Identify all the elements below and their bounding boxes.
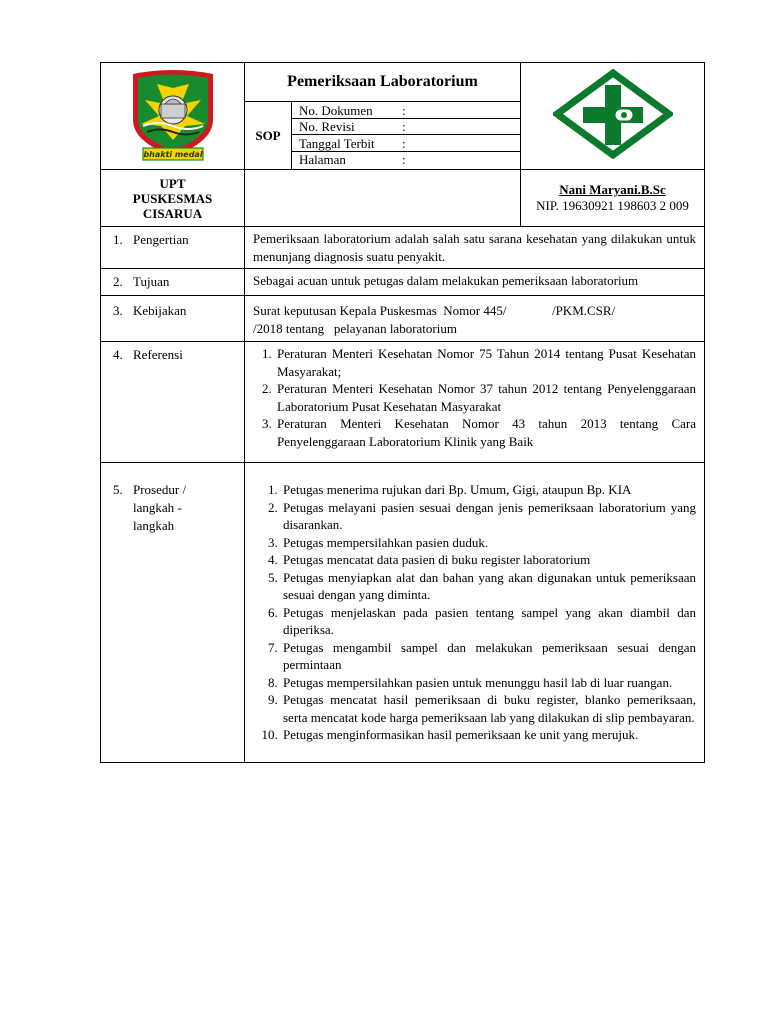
section-label-referensi	[101, 342, 245, 463]
document-title: Pemeriksaan Laboratorium	[245, 63, 521, 102]
meta-colon: :	[402, 118, 418, 135]
meta-label: Halaman	[299, 152, 346, 168]
health-cross-icon	[557, 73, 669, 155]
section-body-kebijakan	[245, 296, 705, 342]
logo-motto: bhakti medal	[142, 149, 203, 159]
section-body-pengertian: Pemeriksaan laboratorium adalah salah satu sarana kesehatan yang dilakukan untuk menunjang diagnosis suatu penyakit.	[245, 227, 705, 269]
signatory-name: Nani Maryani.B.Sc	[559, 182, 666, 197]
meta-colon: :	[402, 102, 418, 118]
document-meta	[292, 102, 521, 170]
section-label-line: Prosedur /	[133, 482, 187, 497]
section-label: Kebijakan	[133, 303, 187, 318]
section-body-referensi	[245, 342, 705, 463]
meta-label: No. Dokumen	[292, 102, 402, 118]
meta-row	[292, 102, 520, 118]
health-cross-logo	[553, 69, 673, 159]
list-item: 1. Petugas menerima rujukan dari Bp. Umum, Gigi, ataupun Bp. KIA	[281, 481, 696, 499]
meta-colon: :	[402, 152, 406, 168]
meta-row	[292, 118, 520, 135]
list-item: 1. Peraturan Menteri Kesehatan Nomor 75 Tahun 2014 tentang Pusat Kesehatan Masyarakat;	[275, 345, 696, 380]
section-label-pengertian	[101, 227, 245, 269]
list-item: 4. Petugas mencatat data pasien di buku register laboratorium	[281, 551, 696, 569]
puskesmas-logo-cell	[521, 63, 705, 170]
section-number: 5.	[113, 482, 123, 497]
section-row	[101, 269, 705, 296]
org-line: UPT	[159, 175, 186, 191]
list-item: 3. Peraturan Menteri Kesehatan Nomor 43 tahun 2013 tentang Cara Penyelenggaraan Laboratorium Klinik yang Baik	[275, 415, 696, 450]
kebijakan-line: Surat keputusan Kepala Puskesmas Nomor 445/ /PKM.CSR/	[253, 303, 616, 318]
section-body-tujuan: Sebagai acuan untuk petugas dalam melakukan pemeriksaan laboratorium	[245, 269, 705, 296]
section-row	[101, 296, 705, 342]
meta-label: No. Revisi	[292, 118, 402, 135]
section-row	[101, 227, 705, 269]
org-line: PUSKESMAS	[132, 190, 213, 206]
section-label	[133, 481, 186, 535]
section-label-prosedur	[101, 463, 245, 763]
list-item: 6. Petugas menjelaskan pada pasien tentang sampel yang akan diambil dan diperiksa.	[281, 604, 696, 639]
regency-logo	[129, 64, 217, 164]
list-item: 2. Peraturan Menteri Kesehatan Nomor 37 tahun 2012 tentang Penyelenggaraan Laboratorium Pusat Kesehatan Masyarakat	[275, 380, 696, 415]
regency-logo-cell	[101, 63, 245, 170]
sop-table	[100, 62, 705, 763]
section-label-line: langkah	[133, 518, 175, 533]
list-item: 8. Petugas mempersilahkan pasien untuk menunggu hasil lab di luar ruangan.	[281, 674, 696, 692]
meta-row	[292, 135, 520, 152]
section-label-kebijakan	[101, 296, 245, 342]
sop-document	[100, 62, 704, 763]
section-label: Tujuan	[133, 274, 170, 289]
section-label-line: langkah -	[133, 500, 182, 515]
list-item: 3. Petugas mempersilahkan pasien duduk.	[281, 534, 696, 552]
meta-colon: :	[402, 135, 418, 152]
meta-label: Tanggal Terbit	[292, 135, 402, 152]
list-item: 5. Petugas menyiapkan alat dan bahan yang akan digunakan untuk pemeriksaan sesuai dengan yang diminta.	[281, 569, 696, 604]
sop-label: SOP	[245, 102, 292, 170]
list-item: 2. Petugas melayani pasien sesuai dengan jenis pemeriksaan laboratorium yang disarankan.	[281, 499, 696, 534]
meta-value	[418, 102, 520, 118]
kebijakan-line: /2018 tentang pelayanan laboratorium	[253, 320, 457, 336]
list-item: 7. Petugas mengambil sampel dan melakukan pemeriksaan sesuai dengan permintaan	[281, 639, 696, 674]
section-number: 3.	[113, 303, 123, 318]
section-row	[101, 463, 705, 763]
blank-cell	[245, 170, 521, 227]
meta-value	[418, 135, 520, 152]
section-label: Referensi	[133, 347, 183, 362]
meta-value	[418, 118, 520, 135]
signatory-block	[521, 170, 705, 227]
reference-list	[253, 345, 696, 450]
section-body-prosedur	[245, 463, 705, 763]
list-item: 10. Petugas menginformasikan hasil pemeriksaan ke unit yang merujuk.	[281, 726, 696, 744]
section-number: 2.	[113, 274, 123, 289]
meta-value	[418, 151, 520, 167]
section-number: 1.	[113, 232, 123, 247]
section-number: 4.	[113, 347, 123, 362]
procedure-list	[253, 481, 696, 744]
org-line: CISARUA	[142, 205, 203, 221]
list-item: 9. Petugas mencatat hasil pemeriksaan di buku register, blanko pemeriksaan, serta mencatat kode harga pemeriksaan lab yang dilakukan di slip pembayaran.	[281, 691, 696, 726]
signatory-nip: NIP. 19630921 198603 2 009	[536, 198, 689, 213]
section-label-tujuan	[101, 269, 245, 296]
meta-row	[292, 151, 520, 167]
section-row	[101, 342, 705, 463]
organization-name	[101, 170, 245, 227]
section-label: Pengertian	[133, 232, 189, 247]
